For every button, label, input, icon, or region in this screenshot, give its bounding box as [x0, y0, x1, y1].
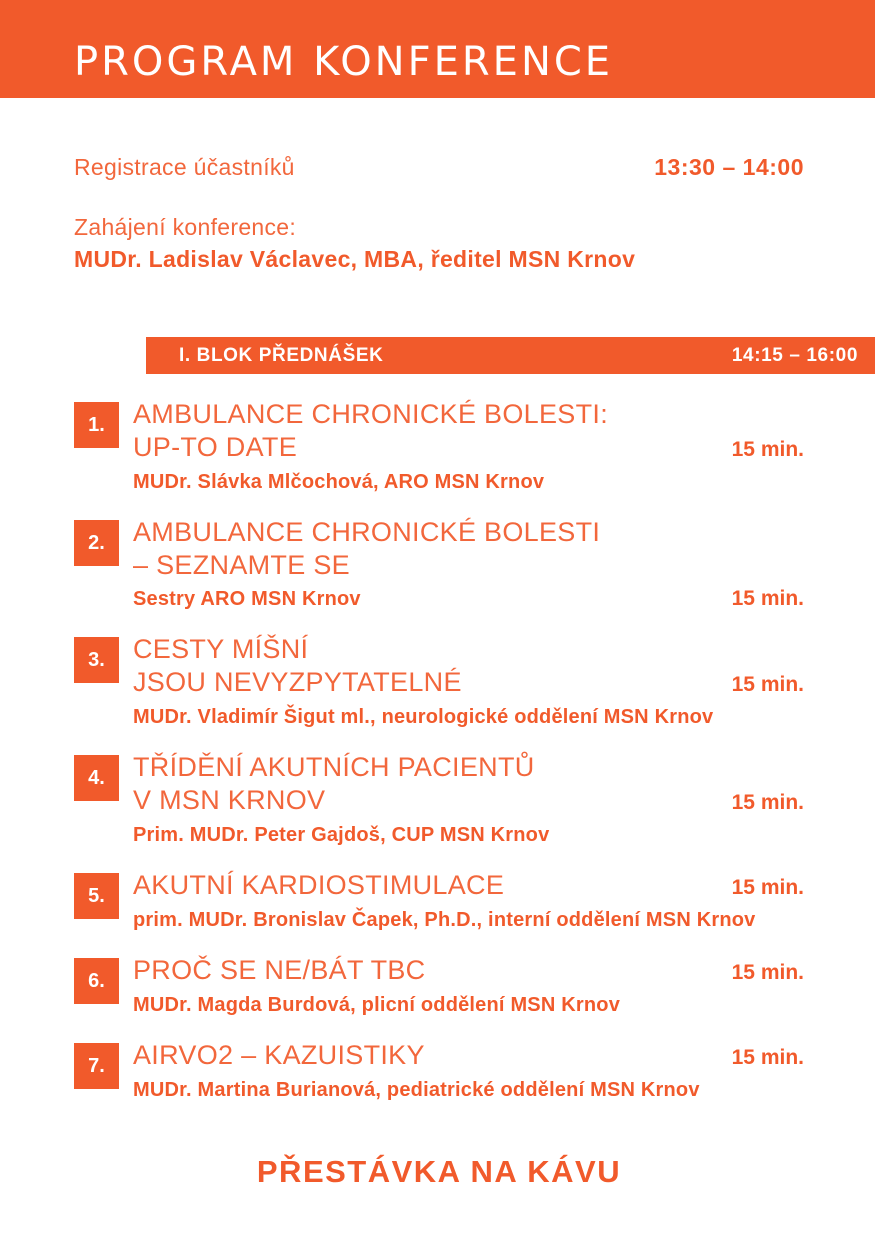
talk-duration: 15 min.	[731, 961, 804, 984]
talk-speaker: Prim. MUDr. Peter Gajdoš, CUP MSN Krnov	[133, 824, 550, 846]
talk-title-row	[133, 398, 804, 431]
talk-item	[74, 516, 804, 613]
talk-speaker: prim. MUDr. Bronislav Čapek, Ph.D., interní oddělení MSN Krnov	[133, 909, 756, 931]
talk-title-row	[133, 666, 804, 701]
talk-speaker: MUDr. Slávka Mlčochová, ARO MSN Krnov	[133, 471, 545, 493]
opening-section	[74, 211, 804, 276]
talk-title-row	[133, 784, 804, 819]
talk-item	[74, 869, 804, 934]
talk-item	[74, 633, 804, 731]
talk-body	[133, 633, 804, 731]
talk-speaker: MUDr. Martina Burianová, pediatrické oddělení MSN Krnov	[133, 1079, 700, 1101]
talk-title-row	[133, 549, 804, 582]
talk-title-line: CESTY MÍŠNÍ	[133, 634, 309, 664]
talk-body	[133, 1039, 804, 1104]
talk-title-row	[133, 516, 804, 549]
talk-body	[133, 398, 804, 496]
talk-title-line: AMBULANCE CHRONICKÉ BOLESTI:	[133, 399, 608, 429]
talk-body	[133, 869, 804, 934]
registration-time: 13:30 – 14:00	[654, 154, 804, 180]
talk-speaker-row	[133, 992, 804, 1019]
talk-speaker-row	[133, 469, 804, 496]
opening-label: Zahájení konference:	[74, 214, 297, 240]
talk-title-row	[133, 633, 804, 666]
talk-number-badge: 7.	[74, 1043, 119, 1089]
talk-speaker: Sestry ARO MSN Krnov	[133, 588, 361, 610]
talk-number-badge: 3.	[74, 637, 119, 683]
talk-title-line: PROČ SE NE/BÁT TBC	[133, 955, 426, 985]
intro-section	[74, 154, 804, 276]
talk-item	[74, 751, 804, 849]
talk-title-row	[133, 869, 804, 904]
talk-speaker-row	[133, 1077, 804, 1104]
talk-number-badge: 6.	[74, 958, 119, 1004]
talk-speaker-row	[133, 585, 804, 613]
talk-title-line: TŘÍDĚNÍ AKUTNÍCH PACIENTŮ	[133, 752, 535, 782]
opening-speaker: MUDr. Ladislav Václavec, MBA, ředitel MSN Krnov	[74, 246, 636, 272]
talk-body	[133, 516, 804, 613]
talk-duration: 15 min.	[731, 587, 804, 610]
talk-item	[74, 1039, 804, 1104]
talk-number-badge: 1.	[74, 402, 119, 448]
talk-speaker-row	[133, 822, 804, 849]
registration-label: Registrace účastníků	[74, 154, 295, 180]
talk-number-badge: 2.	[74, 520, 119, 566]
talk-duration: 15 min.	[731, 876, 804, 899]
talk-title-line: – SEZNAMTE SE	[133, 550, 350, 580]
talk-title-row	[133, 751, 804, 784]
page-header-band	[0, 0, 875, 98]
talk-speaker: MUDr. Magda Burdová, plicní oddělení MSN Krnov	[133, 994, 621, 1016]
talk-duration: 15 min.	[731, 438, 804, 461]
talk-number-badge: 4.	[74, 755, 119, 801]
talk-item	[74, 398, 804, 496]
talk-title-row	[133, 431, 804, 466]
coffee-break-heading: PŘESTÁVKA NA KÁVU	[256, 1154, 622, 1189]
talk-duration: 15 min.	[731, 791, 804, 814]
talk-title-row	[133, 1039, 804, 1074]
talk-title-line: AIRVO2 – KAZUISTIKY	[133, 1040, 425, 1070]
page-title: PROGRAM KONFERENCE	[74, 39, 614, 85]
talk-speaker-row	[133, 704, 804, 731]
talk-speaker-row	[133, 907, 804, 934]
block-time: 14:15 – 16:00	[731, 344, 858, 366]
block-header-band	[146, 337, 875, 374]
talk-list	[74, 398, 804, 1104]
talk-title-line: V MSN KRNOV	[133, 785, 326, 815]
talk-title-line: UP-TO DATE	[133, 432, 298, 462]
talk-title-line: AKUTNÍ KARDIOSTIMULACE	[133, 870, 505, 900]
talk-title-line: AMBULANCE CHRONICKÉ BOLESTI	[133, 517, 601, 547]
talk-speaker: MUDr. Vladimír Šigut ml., neurologické oddělení MSN Krnov	[133, 706, 714, 728]
talk-number-badge: 5.	[74, 873, 119, 919]
page-content	[0, 154, 875, 1190]
talk-body	[133, 954, 804, 1019]
talk-title-line: JSOU NEVYZPYTATELNÉ	[133, 667, 462, 697]
talk-item	[74, 954, 804, 1019]
block-title: I. BLOK PŘEDNÁŠEK	[179, 344, 384, 366]
talk-body	[133, 751, 804, 849]
talk-duration: 15 min.	[731, 1046, 804, 1069]
talk-duration: 15 min.	[731, 673, 804, 696]
registration-row	[74, 154, 804, 181]
talk-title-row	[133, 954, 804, 989]
